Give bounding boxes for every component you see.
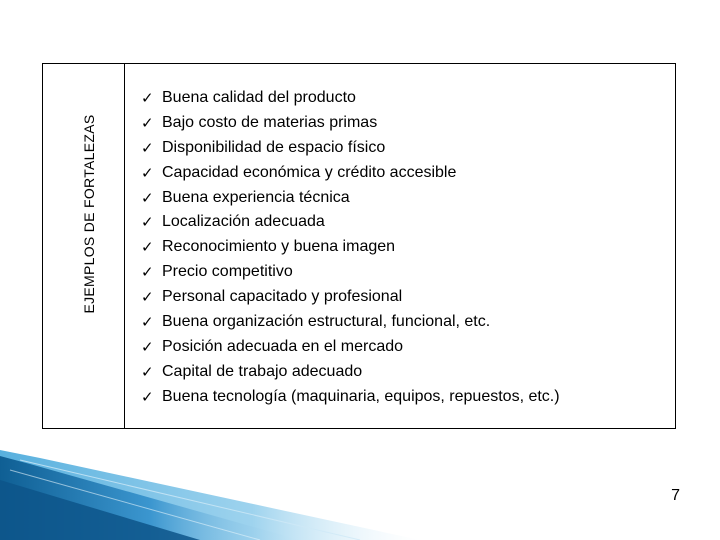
list-item [141, 136, 560, 161]
checkmark-icon: ✓ [141, 89, 154, 107]
column-divider [124, 64, 125, 428]
list-item-label: Capital de trabajo adecuado [162, 362, 363, 380]
list-item [141, 111, 560, 136]
list-item [141, 186, 560, 211]
list-item-label: Buena organización estructural, funcional, etc. [162, 313, 491, 331]
list-item-label: Reconocimiento y buena imagen [162, 238, 396, 256]
page-number: 7 [671, 487, 680, 504]
checkmark-icon: ✓ [141, 387, 154, 406]
checkmark-icon: ✓ [141, 138, 154, 157]
checkmark-icon: ✓ [141, 313, 154, 332]
checkmark-icon: ✓ [141, 362, 154, 381]
list-item [141, 360, 560, 385]
checkmark-icon: ✓ [141, 213, 154, 232]
checkmark-icon: ✓ [141, 337, 154, 356]
strengths-list [141, 86, 560, 410]
list-item-label: Buena experiencia técnica [162, 188, 350, 206]
list-item [141, 335, 560, 360]
list-item-label: Disponibilidad de espacio físico [162, 138, 386, 156]
list-item-label: Precio competitivo [162, 263, 293, 281]
section-title: EJEMPLOS DE FORTALEZAS [81, 114, 97, 314]
list-item [141, 285, 560, 310]
list-item-label: Personal capacitado y profesional [162, 288, 403, 306]
list-item-label: Bajo costo de materias primas [162, 113, 378, 131]
list-item [141, 210, 560, 235]
list-item [141, 235, 560, 260]
checkmark-icon: ✓ [141, 113, 154, 132]
list-item-label: Capacidad económica y crédito accesible [162, 163, 457, 181]
checkmark-icon: ✓ [141, 163, 154, 182]
list-item [141, 161, 560, 186]
list-item-label: Buena calidad del producto [162, 89, 356, 106]
list-item [141, 310, 560, 335]
list-item-label: Buena tecnología (maquinaria, equipos, repuestos, etc.) [162, 387, 560, 405]
list-item-label: Posición adecuada en el mercado [162, 337, 404, 355]
checkmark-icon: ✓ [141, 238, 154, 257]
list-item [141, 260, 560, 285]
checkmark-icon: ✓ [141, 188, 154, 207]
list-item [141, 385, 560, 410]
list-item-label: Localización adecuada [162, 213, 325, 231]
list-item [141, 86, 560, 111]
checkmark-icon: ✓ [141, 263, 154, 282]
blue-wave-decoration [0, 450, 420, 540]
checkmark-icon: ✓ [141, 288, 154, 307]
